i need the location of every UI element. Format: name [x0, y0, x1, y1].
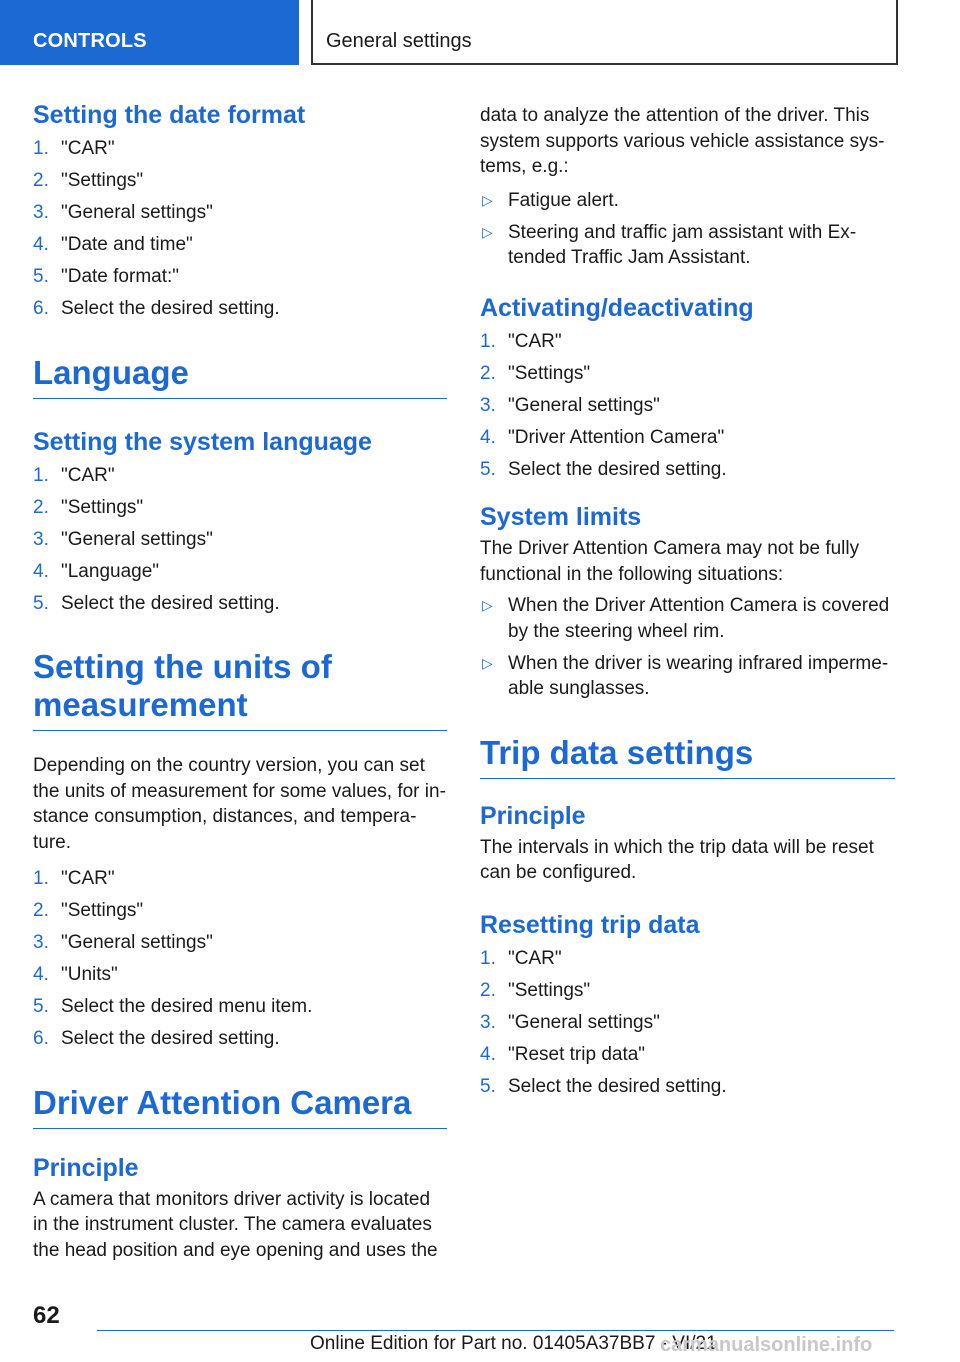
list-item-text: "CAR" [61, 868, 115, 889]
language-steps [33, 463, 447, 617]
list-item [33, 495, 447, 521]
list-item-text: "Settings" [508, 362, 591, 384]
trip-principle-paragraph: The intervals in which the trip data will be reset can be configured. [480, 836, 874, 883]
step-number: 4. [480, 426, 496, 448]
step-number: 2. [33, 900, 49, 921]
step-number: 5. [33, 266, 49, 287]
list-item-text: "Date format:" [61, 266, 180, 287]
edition-text: Online Edition for Part no. 01405A37BB7 - VI/21 [310, 1333, 717, 1354]
list-item-text: "CAR" [61, 138, 115, 159]
step-number: 5. [33, 592, 49, 614]
system-limits-heading: System limits [480, 503, 642, 531]
step-number: 4. [33, 560, 49, 582]
units-steps [33, 866, 447, 1052]
list-item-text: "Units" [61, 964, 118, 985]
step-number: 2. [480, 979, 496, 1001]
bullet-icon: ▷ [482, 597, 493, 613]
list-item [33, 264, 447, 290]
step-number: 5. [33, 996, 49, 1017]
list-item-text: Select the desired setting. [508, 458, 727, 480]
list-item [480, 393, 895, 419]
list-item [33, 898, 447, 924]
reset-trip-heading: Resetting trip data [480, 910, 700, 939]
list-item [480, 1074, 895, 1100]
step-number: 6. [33, 1028, 49, 1049]
list-item-text: "General settings" [61, 932, 213, 953]
list-item [480, 651, 895, 702]
section-tab [0, 0, 299, 65]
activating-heading: Activating/deactivating [480, 293, 754, 322]
list-item-text: "Settings" [61, 496, 144, 518]
step-number: 4. [33, 234, 49, 255]
list-item [33, 463, 447, 489]
list-item [33, 200, 447, 226]
step-number: 4. [480, 1043, 496, 1065]
system-limits-bullets [480, 593, 895, 702]
list-item [33, 296, 447, 322]
list-item-text: "Language" [61, 560, 160, 582]
camera-principle-paragraph: A camera that monitors driver activity is located in the instrument cluster. The camera evaluates the head position and eye opening and uses the [33, 1188, 438, 1261]
list-item-text: Fatigue alert. [508, 189, 619, 211]
reset-trip-steps [480, 946, 895, 1100]
bullet-icon: ▷ [482, 191, 493, 208]
list-item [33, 866, 447, 892]
step-number: 3. [480, 394, 496, 416]
list-item-text: Select the desired setting. [61, 298, 280, 319]
list-item-text: "Settings" [61, 900, 144, 921]
list-item [480, 220, 895, 271]
list-item-text: "General settings" [61, 202, 213, 223]
step-number: 2. [33, 170, 49, 191]
list-item [480, 593, 895, 644]
step-number: 1. [480, 330, 496, 352]
units-paragraph: Depending on the country version, you can set the units of measurement for some values, for instance consumption, distances, and temperature. [33, 755, 446, 853]
chapter-label: General settings [326, 30, 472, 52]
list-item-text: Select the desired menu item. [61, 996, 313, 1017]
camera-continued-paragraph: data to analyze the attention of the driver. This system supports various vehicle assistance systems, e.g.: [480, 105, 885, 177]
list-item-text: "Settings" [508, 979, 591, 1001]
list-item [33, 136, 447, 162]
page-number: 62 [33, 1302, 60, 1329]
footer-divider [97, 1330, 894, 1331]
step-number: 5. [480, 1075, 496, 1097]
list-item [480, 361, 895, 387]
camera-title: Driver Attention Camera [33, 1084, 447, 1129]
step-number: 2. [480, 362, 496, 384]
list-item-text: "General settings" [508, 1011, 660, 1033]
list-item-text: "Driver Attention Camera" [508, 426, 725, 448]
list-item-text: "Reset trip data" [508, 1043, 646, 1065]
list-item-text: "General settings" [61, 528, 213, 550]
step-number: 3. [480, 1011, 496, 1033]
list-item-text: Select the desired setting. [61, 592, 280, 614]
list-item [480, 946, 895, 972]
list-item [480, 425, 895, 451]
list-item [33, 930, 447, 956]
units-title [33, 648, 447, 731]
list-item [480, 329, 895, 355]
list-item [33, 232, 447, 258]
list-item-text: "CAR" [508, 330, 562, 352]
step-number: 2. [33, 496, 49, 518]
assistance-bullets [480, 188, 895, 271]
step-number: 3. [33, 202, 49, 223]
list-item [480, 978, 895, 1004]
list-item [33, 559, 447, 585]
list-item [33, 962, 447, 988]
units-title-line1: Setting the units of [33, 648, 332, 685]
list-item-text: When the driver is wearing infrared impermeable sunglasses. [508, 652, 889, 699]
step-number: 3. [33, 528, 49, 550]
step-number: 3. [33, 932, 49, 953]
step-number: 1. [33, 868, 49, 889]
list-item [33, 527, 447, 553]
list-item [480, 457, 895, 483]
list-item-text: Steering and traffic jam assistant with Extended Traffic Jam Assistant. [508, 221, 857, 268]
system-language-heading: Setting the system language [33, 427, 372, 456]
list-item-text: "Settings" [61, 170, 144, 191]
step-number: 4. [33, 964, 49, 985]
trip-principle-heading: Principle [480, 801, 586, 830]
list-item [480, 1010, 895, 1036]
list-item [33, 591, 447, 617]
trip-title: Trip data settings [480, 734, 895, 779]
watermark: carmanualsonline.info [660, 1334, 873, 1356]
list-item-text: "General settings" [508, 394, 660, 416]
list-item-text: "Date and time" [61, 234, 193, 255]
step-number: 1. [480, 947, 496, 969]
system-limits-paragraph: The Driver Attention Camera may not be fully functional in the following situations: [480, 538, 860, 585]
step-number: 1. [33, 138, 49, 159]
list-item-text: "CAR" [508, 947, 562, 969]
left-column [33, 100, 447, 1263]
list-item-text: Select the desired setting. [508, 1075, 727, 1097]
camera-principle-heading: Principle [33, 1153, 139, 1182]
step-number: 5. [480, 458, 496, 480]
list-item-text: Select the desired setting. [61, 1028, 280, 1049]
bullet-icon: ▷ [482, 654, 493, 671]
list-item [33, 1026, 447, 1052]
list-item-text: "CAR" [61, 464, 115, 486]
step-number: 6. [33, 298, 49, 319]
list-item [480, 1042, 895, 1068]
date-format-heading: Setting the date format [33, 101, 306, 129]
right-column [480, 100, 895, 1106]
language-title: Language [33, 354, 447, 399]
list-item [480, 188, 895, 214]
chapter-tab [311, 0, 898, 65]
activating-steps [480, 329, 895, 483]
units-title-line2: measurement [33, 686, 248, 723]
bullet-icon: ▷ [482, 223, 493, 240]
section-label: CONTROLS [33, 30, 147, 52]
list-item-text: When the Driver Attention Camera is covered by the steering wheel rim. [508, 595, 890, 642]
list-item [33, 168, 447, 194]
list-item [33, 994, 447, 1020]
date-format-steps [33, 136, 447, 322]
step-number: 1. [33, 464, 49, 486]
